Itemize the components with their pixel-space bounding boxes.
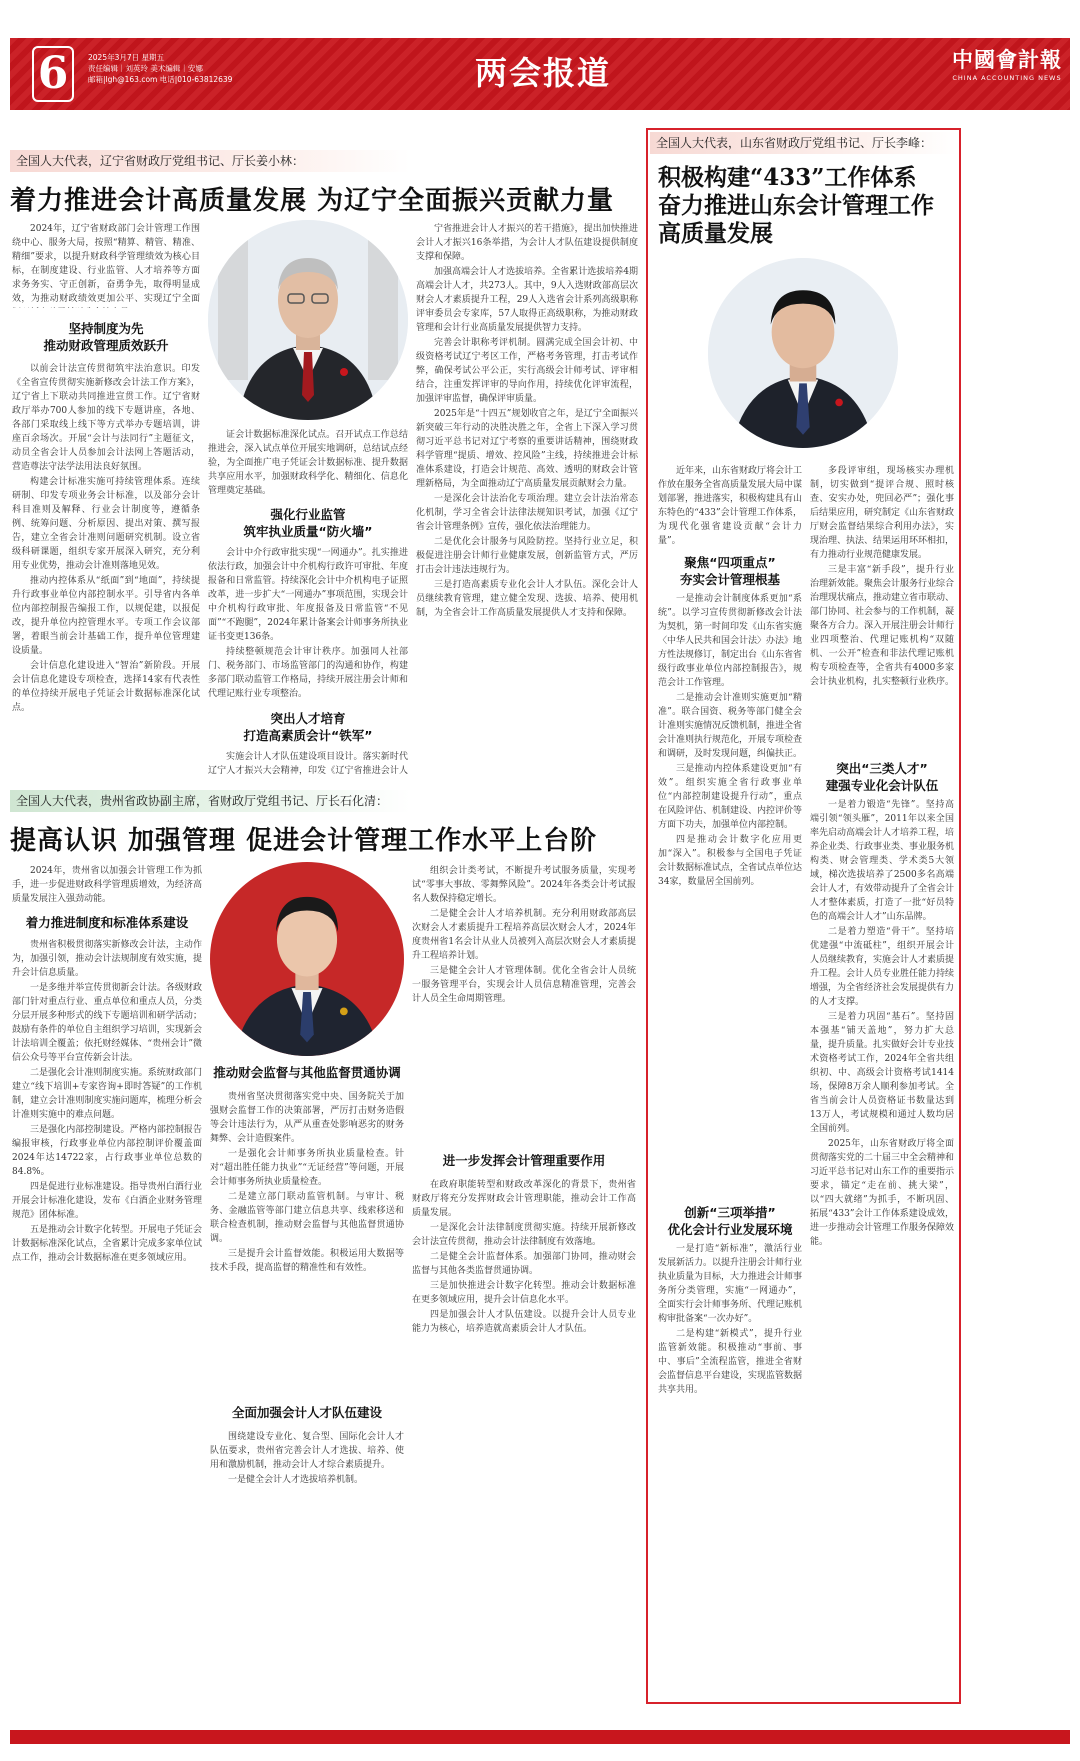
paragraph: 会计中介行政审批实现“一网通办”。扎实推进依法行政，加强会计中介机构行政许可审批、年度报备和日常监管。持续深化会计中介机构电子证照改革，进一步扩大“一网通办”事项范围，实现会计中介机构行政审批、年度报备及日常监管“不见面”“不跑腿”，2024年累计备案会计师事务所执业证书变更136条。 [208, 548, 408, 642]
article3-sub3: 突出“三类人才” 建强专业化会计队伍 [825, 761, 939, 793]
paragraph: 三是加快推进会计数字化转型。推动会计数据标准在更多领域应用，提升会计信息化水平。 [412, 1281, 636, 1305]
article3-lead [658, 464, 802, 548]
article1-col2-mid [208, 546, 408, 706]
paragraph: 五是推动会计数字化转型。开展电子凭证会计数据标准深化试点，全省累计完成多家单位试点工作，推动会计数据标准在更多领域应用。 [12, 1225, 202, 1263]
meta-date: 2025年3月7日 星期五 [88, 53, 165, 62]
article3-col2b [810, 798, 954, 1696]
article2-col2b [210, 1430, 404, 1706]
paragraph: 二是强化会计准则制度实施。系统财政部门建立“线下培训+专家咨询+即时答疑”的工作机制，建立会计准则制度实施问题库，梳理分析会计准则实施中的难点问题。 [12, 1068, 202, 1120]
portrait-shi-huaqing [210, 862, 404, 1056]
paragraph: 一是深化会计法律制度贯彻实施。持续开展新修改会计法宣传贯彻，推动会计法律制度有效落地。 [412, 1223, 636, 1247]
paragraph: 推动内控体系从“纸面”到“地面”，持续提升行政事业单位内部控制水平。引导省内各单位内部控制报告编报工作，以规促建，以报促改，提升单位内控管理水平。专项工作会议部署，着眼当前会计基础工作，提升单位管理建设质量。 [12, 576, 200, 656]
paragraph: 一是打造“新标准”，激活行业发展新活力。以提升注册会计师行业执业质量为目标，大力推进会计师事务所分类管理，实施“一网通办”，全面实行会计师事务所、代理记账机构审批备案“一次办好”。 [658, 1244, 802, 1324]
article1-sub1: 坚持制度为先 推动财政管理质效跃升 [43, 321, 169, 353]
paragraph: 构建会计标准实施可持续管理体系。连续研制、印发专项业务会计标准，以及部分会计科目准则及解释、行业会计制度等，遵循条例、统筹问题、分析原因、提出对策、撰写报告，建立全省会计准则问题研究机制。设立省级科研课题，组织专家开展深入研究，充分利用专业优势，推动会计准则落地见效。 [12, 477, 200, 571]
article1-lead-text: 2024年，辽宁省财政部门会计管理工作围绕中心、服务大局，按照“精算、精管、精准、精细”要求，以提升财政科学管理绩效为核心目标，在制度建设、行业监管、人才培养等方面求务务实、守正创新，奋勇争先，取得明显成效，为推动财政绩效更加公平、实现辽宁全面 [12, 224, 200, 304]
article3-box [646, 128, 961, 1704]
article3-sub2: 创新“三项举措” 优化会计行业发展环境 [667, 1205, 793, 1237]
article2-lead-text: 2024年，贵州省以加强会计管理工作为抓手，进一步促进财政科学管理质增效，为经济高质量发展注入强劲动能。 [12, 866, 202, 904]
paragraph: 一是深化会计法治化专项治理。建立会计法治常态化机制，学习全省会计法律法规知识考试，加强《辽宁省会计管理条例》宣传，强化依法治理能力。 [416, 494, 638, 532]
paragraph: 以前会计法宣传贯彻筑牢法治意识。印发《全省宣传贯彻实施新修改会计法工作方案》，辽宁省上下联动共同推进宣贯工作。辽宁省财政厅举办700人参加的线下专题讲座，各地、各部门采取线上线下等方式举办专题培训，讲座百余场次。开展“会计与法同行”主题征文，动员全省会计人员参加会计法网上答题活动，营造尊法守法学法用法良好氛围。 [12, 364, 200, 472]
paragraph: 二是健全会计人才培养机制。充分利用财政部高层次财会人才素质提升工程培养高层次财会人才，2024年度贵州省1名会计从业人员被列入高层次财会人才素质提升工程培养计划。 [412, 909, 636, 961]
article3-headline: 积极构建“433”工作体系 奋力推进山东会计管理工作 高质量发展 [658, 164, 934, 247]
paragraph: 围绕建设专业化、复合型、国际化会计人才队伍要求，贵州省完善会计人才选拔、培养、使用和激励机制，推动会计人才综合素质提升。 [210, 1432, 404, 1470]
paragraph: 持续整顿规范会计审计秩序。加强同人社部门、税务部门、市场监管部门的沟通和协作，构建多部门联动监管工作格局，持续开展注册会计师和代理记账行业专项整治。 [208, 647, 408, 699]
paragraph: 三是打造高素质专业化会计人才队伍。深化会计人员继续教育管理，建立健全发现、选拔、培养、使用机制，为全省会计工作高质量发展提供人才支持和保障。 [416, 580, 638, 618]
paragraph: 宁省推进会计人才振兴的若干措施》，提出加快推进会计人才振兴16条举措，为会计人才队伍建设提供制度支撑和保障。 [416, 224, 638, 262]
paragraph: 实施会计人才队伍建设项目设计。落实新时代辽宁人才振兴大会精神，印发《辽宁省推进会计人 [208, 752, 408, 776]
meta-contact: 邮箱|lgh@163.com 电话|010-63812639 [88, 75, 233, 84]
article2-col3b [412, 1178, 636, 1708]
paragraph: 一是强化会计师事务所执业质量检查。针对“超出胜任能力执业”“无证经营”等问题，开展会计师事务所执业质量检查。 [210, 1149, 404, 1187]
paragraph: 2025年，山东省财政厅将全面贯彻落实党的二十届三中全会精神和习近平总书记对山东工作的重要指示要求，锚定“走在前、挑大梁”，以“四大就绪”为抓手，不断巩固、拓展“433”会计工作体系建设成效，进一步推动会计管理工作服务保障效能。 [810, 1139, 954, 1247]
portrait-jiang-xiaolin [208, 220, 408, 420]
article1-col2-bottom [208, 750, 408, 778]
paragraph: 二是建立部门联动监管机制。与审计、税务、金融监管等部门建立信息共享、线索移送和联合检查机制，推动财会监督与其他监督贯通协调。 [210, 1192, 404, 1244]
paragraph: 三是着力巩固“基石”。坚持固本强基“铺天盖地”，努力扩大总量，提升质量。扎实做好会计专业技术资格考试工作，2024年全省共组织初、中、高级会计资格考试1414场，保障8万余人顺利参加考试。全省当前会计人员资格证书数量达到13万人，考试规模和通过人数均居全国前列。 [810, 1012, 954, 1134]
masthead [10, 38, 1070, 110]
paragraph: 三是强化内部控制建设。严格内部控制报告编报审核，行政事业单位内部控制评价覆盖面2024年达14722家，占行政事业单位总数的84.8%。 [12, 1125, 202, 1177]
article3-col1 [658, 592, 802, 1198]
article3-col2 [810, 464, 954, 754]
article2-sub1: 着力推进制度和标准体系建设 [25, 915, 189, 930]
paragraph: 证会计数据标准深化试点。召开试点工作总结推进会，深入试点单位开展实地调研，总结试点经验，为全面推广电子凭证会计数据标准、提升数据共享应用水平，加强财政科学化、精细化、信息化管理奠定基础。 [208, 430, 408, 496]
paragraph: 贵州省坚决贯彻落实党中央、国务院关于加强财会监督工作的决策部署，严厉打击财务造假等会计违法行为，从严从重查处影响恶劣的财务舞弊、会计造假案件。 [210, 1092, 404, 1144]
portrait-li-feng [708, 258, 898, 448]
masthead-meta [88, 52, 232, 85]
paragraph: 四是加强会计人才队伍建设。以提升会计人员专业能力为核心，培养造就高素质会计人才队伍。 [412, 1310, 636, 1334]
article1-byline: 全国人大代表，辽宁省财政厅党组书记、厅长姜小林： [10, 150, 410, 172]
paragraph: 三是提升会计监督效能。积极运用大数据等技术手段，提高监督的精准性和有效性。 [210, 1249, 404, 1273]
article3-sub1: 聚焦“四项重点” 夯实会计管理根基 [679, 555, 780, 587]
article1-col2-top [208, 428, 408, 504]
paragraph: 二是构建“新模式”，提升行业监管新效能。积极推动“事前、事中、事后”全流程监管，推进全省财会监督信息平台建设，实现监管数据共享共用。 [658, 1329, 802, 1395]
article2-sub2: 推动财会监督与其他监督贯通协调 [213, 1065, 401, 1080]
article1-col1 [12, 362, 200, 774]
paragraph: 二是着力塑造“骨干”。坚持培优建强“中流砥柱”，组织开展会计人员继续教育，实施会计人才素质提升工程。会计人员专业胜任能力持续增强，为全省经济社会发展提供有力的人才支撑。 [810, 927, 954, 1007]
article2-col1 [12, 938, 202, 1708]
paragraph: 一是推动会计制度体系更加“系统”。以学习宣传贯彻新修改会计法为契机，第一时间印发《山东省实施〈中华人民共和国会计法〉办法》地方性法规修订，制定出台《山东省省级行政事业单位内部控制报告》，规范会计工作管理。 [658, 594, 802, 688]
article2-sub4: 进一步发挥会计管理重要作用 [442, 1153, 606, 1168]
newspaper-logo [952, 44, 1062, 82]
article2-col2 [210, 1090, 404, 1400]
article1-sub2: 强化行业监管 筑牢执业质量“防火墙” [243, 507, 373, 539]
footer-bar [10, 1730, 1070, 1744]
paragraph: 三是丰富“新手段”，提升行业治理新效能。聚焦会计服务行业综合治理现状痛点，推动建立省市联动、部门协同、社会参与的工作机制，凝聚各方合力。深入开展注册会计师行业四项整治、代理记账机构“双随机、一公开”检查和非法代理记账机构专项检查等，全省共有4000多家会计执业机构，扎实整顿行业秩序。 [810, 565, 954, 687]
paragraph: 四是推动会计数字化应用更加“深入”。积极参与全国电子凭证会计数据标准试点，全省试点单位达34家，数量居全国前列。 [658, 835, 802, 887]
article3-byline: 全国人大代表，山东省财政厅党组书记、厅长李峰： [650, 132, 956, 154]
article3-lead-text: 近年来，山东省财政厅将会计工作放在服务全省高质量发展大局中谋划部署，推进落实，积极构建具有山东特色的“433”会计管理工作体系，为现代化强省建设贡献“会计力量”。 [658, 466, 802, 546]
page-number: 6 [32, 46, 74, 102]
logo-en: CHINA ACCOUNTING NEWS [952, 74, 1062, 82]
article2-byline: 全国人大代表，贵州省政协副主席，省财政厅党组书记、厅长石化清： [10, 790, 410, 812]
article1-lead [12, 222, 200, 308]
paragraph: 一是健全会计人才选拔培养机制。 [228, 1475, 364, 1485]
meta-editors: 责任编辑｜刘英玲 美术编辑｜安娜 [88, 64, 203, 73]
article2-sub3: 全面加强会计人才队伍建设 [231, 1405, 382, 1420]
paragraph: 二是健全会计监督体系。加强部门协同，推动财会监督与其他各类监督贯通协调。 [412, 1252, 636, 1276]
article3-col1b [658, 1242, 802, 1696]
paragraph: 会计信息化建设进入“智治”新阶段。开展会计信息化建设专项检查，选择14家有代表性的单位持续开展电子凭证会计数据标准深化试点。 [12, 661, 200, 713]
paragraph: 组织会计类考试，不断提升考试服务质量，实现考试“零事大事故、零舞弊风险”。2024年各类会计考试报名人数保持稳定增长。 [412, 866, 636, 904]
paragraph: 三是推动内控体系建设更加“有效”。组织实施全省行政事业单位“内部控制建设提升行动”，重点在风险评估、机制建设、内控评价等方面下功夫，加强单位内部控制。 [658, 764, 802, 830]
paragraph: 四是促进行业标准建设。指导贵州白酒行业开展会计标准化建设，发布《白酒企业财务管理规范》团体标准。 [12, 1182, 202, 1220]
article1-headline: 着力推进会计高质量发展 为辽宁全面振兴贡献力量 [10, 186, 615, 216]
article2-lead [12, 864, 202, 908]
paragraph: 完善会计职称考评机制。圆满完成全国会计初、中级资格考试辽宁考区工作，严格考务管理，打击考试作弊，确保考试公平公正，实行高级会计师考试、评审相结合，注重发挥评审的导向作用，持续优化评审流程，加强评审监督，确保评审质量。 [416, 338, 638, 404]
paragraph: 2025年是“十四五”规划收官之年，是辽宁全面振兴新突破三年行动的决胜决胜之年，全省上下深入学习贯彻习近平总书记对辽宁考察的重要讲话精神，围绕财政科学管理“提质、增效、控风险”主线，持续推进会计标准体系建设，打造会计规范、高效、透明的财政会计管理新格局，为全面推动辽宁高质量发展贡献财会力量。 [416, 409, 638, 489]
logo-cn: 中國會計報 [952, 47, 1062, 72]
paragraph: 贵州省积极贯彻落实新修改会计法，主动作为，加强引领，推动会计法规制度有效实施，提升会计信息质量。 [12, 940, 202, 978]
article2-headline: 提高认识 加强管理 促进会计管理工作水平上台阶 [10, 826, 598, 856]
paragraph: 一是着力锻造“先锋”。坚持高端引领“领头雁”，2011年以来全国率先启动高端会计人才培养工程，培养企业类、行政事业类、事业服务机构类、财会管理类、学术类5大领域，梯次选拔培养了2500多名高端会计人才，有效带动提升了全省会计人才整体素质，打造了一批“好员特色的高端会计人才”山东品牌。 [810, 800, 954, 922]
paragraph: 在政府职能转型和财政改革深化的背景下，贵州省财政厅将充分发挥财政会计管理职能，推动会计工作高质量发展。 [412, 1180, 636, 1218]
article1-col3 [416, 222, 638, 778]
paragraph: 二是优化会计服务与风险防控。坚持行业立足，积极促进注册会计师行业健康发展，创新监管方式，严厉打击会计违法违规行为。 [416, 537, 638, 575]
section-title: 两会报道 [475, 54, 612, 92]
paragraph: 一是多维并举宣传贯彻新会计法。各级财政部门针对重点行业、重点单位和重点人员，分类分层开展多种形式的线下专题培训和研学活动；鼓励有条件的单位自主组织学习培训，实现新会计法培训全覆盖；依托财经媒体、“贵州会计”微信公众号等平台宣传新会计法。 [12, 983, 202, 1063]
paragraph: 三是健全会计人才管理体制。优化全省会计人员统一服务管理平台，实现会计人员信息精准管理，完善会计人员全生命周期管理。 [412, 966, 636, 1004]
paragraph: 多段评审组，现场核实办理机制，切实做到“提评合规、照时核查、安实办处，兜回必严”；强化事后结果应用，研究制定《山东省财政厅财会监督结果综合利用办法》，实现治理、执法、结果运用环环相扣，有力推动行业规范健康发展。 [810, 466, 954, 560]
paragraph: 二是推动会计准则实施更加“精准”。联合国资、税务等部门健全会计准则实施情况反馈机制，推进全省会计准则执行规范化，开展专项检查和调研，及时发现问题，纠偏扶正。 [658, 693, 802, 759]
article2-col3 [412, 864, 636, 1134]
paragraph: 加强高端会计人才选拔培养。全省累计选拔培养4期高端会计人才，共273人。其中，9人入选财政部高层次财会人才素质提升工程，29人入选省会计系列高级职称评审委员会专家库，57人取得正高级职称，为推动财政管理和会计行业高质量发展提供智力支持。 [416, 267, 638, 333]
article1-sub3: 突出人才培育 打造高素质会计“铁军” [243, 711, 373, 743]
